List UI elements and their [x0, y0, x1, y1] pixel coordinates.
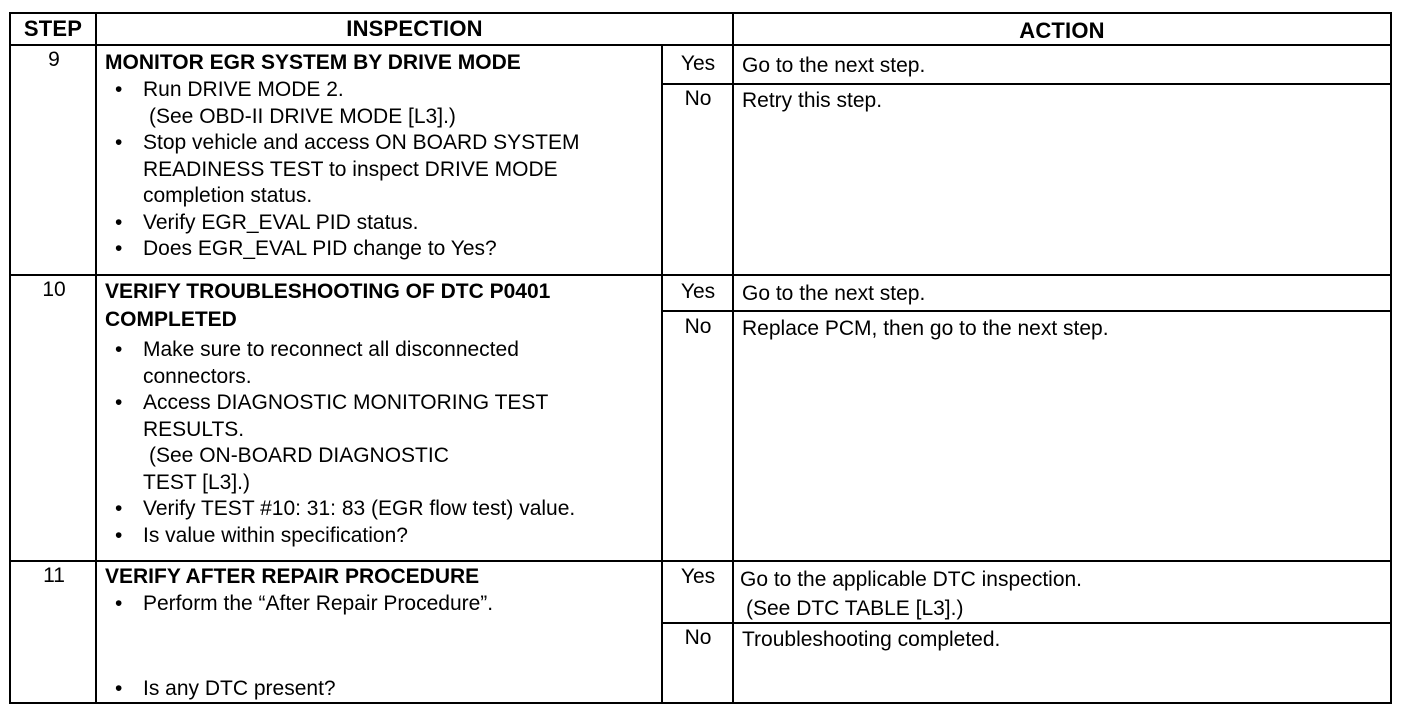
no-label: No [684, 87, 712, 110]
yes-action: Go to the next step. [742, 54, 926, 77]
troubleshooting-table [9, 12, 1392, 704]
bullet-item: • Make sure to reconnect all disconnected connectors. [105, 337, 655, 390]
inspection-bullets [105, 591, 655, 702]
bullet-item: • Is any DTC present? [105, 676, 655, 703]
no-action: Troubleshooting completed. [742, 628, 1001, 651]
yes-action: Go to the applicable DTC inspection. (See DTC TABLE [L3].) [740, 568, 1083, 620]
no-action: Retry this step. [742, 89, 883, 112]
yes-label: Yes [680, 52, 716, 75]
row-divider-9-10 [11, 274, 1390, 276]
bullet-item: • Access DIAGNOSTIC MONITORING TEST RESULTS. (See ON-BOARD DIAGNOSTIC TEST [L3].) [105, 390, 655, 496]
bullet-item: • Verify EGR_EVAL PID status. [105, 210, 655, 237]
yes-label: Yes [680, 565, 716, 588]
row-divider-10-11 [11, 560, 1390, 562]
yesno-column-divider [661, 44, 663, 702]
bullet-item: • Is value within specification? [105, 523, 655, 550]
inspection-cell [105, 278, 655, 549]
bullet-item: • Does EGR_EVAL PID change to Yes? [105, 236, 655, 263]
inspection-title: MONITOR EGR SYSTEM BY DRIVE MODE [105, 51, 521, 74]
inspection-title: VERIFY AFTER REPAIR PROCEDURE [105, 565, 480, 588]
bullet-item: • Verify TEST #10: 31: 83 (EGR flow test) value. [105, 496, 655, 523]
step-number: 10 [42, 278, 66, 301]
inspection-title: VERIFY TROUBLESHOOTING OF DTC P0401 [105, 280, 551, 303]
inspection-bullets [105, 337, 655, 549]
inspection-bullets [105, 77, 655, 263]
inspection-cell [105, 49, 655, 263]
header-step: STEP [23, 16, 83, 41]
yes-action: Go to the next step. [742, 282, 926, 305]
bullet-item: • Perform the “After Repair Procedure”. [105, 591, 655, 618]
header-action: ACTION [1019, 18, 1105, 43]
no-label: No [684, 626, 712, 649]
bullet-item: • Run DRIVE MODE 2. (See OBD-II DRIVE MODE [L3].) [105, 77, 655, 130]
bullet-item: • Stop vehicle and access ON BOARD SYSTEM READINESS TEST to inspect DRIVE MODE completion status. [105, 130, 655, 210]
inspection-cell [105, 563, 655, 702]
inspection-title-line2: COMPLETED [105, 308, 237, 331]
row9-yes-no-divider [661, 83, 1390, 85]
action-column-divider [732, 14, 734, 702]
step-column-divider [95, 14, 97, 702]
no-label: No [684, 315, 712, 338]
header-inspection: INSPECTION [346, 16, 483, 41]
step-number: 11 [43, 564, 65, 587]
yes-label: Yes [680, 280, 716, 303]
no-action: Replace PCM, then go to the next step. [742, 317, 1109, 340]
row10-yes-no-divider [661, 310, 1390, 312]
bullet-gap [105, 618, 655, 676]
step-number: 9 [48, 48, 60, 71]
